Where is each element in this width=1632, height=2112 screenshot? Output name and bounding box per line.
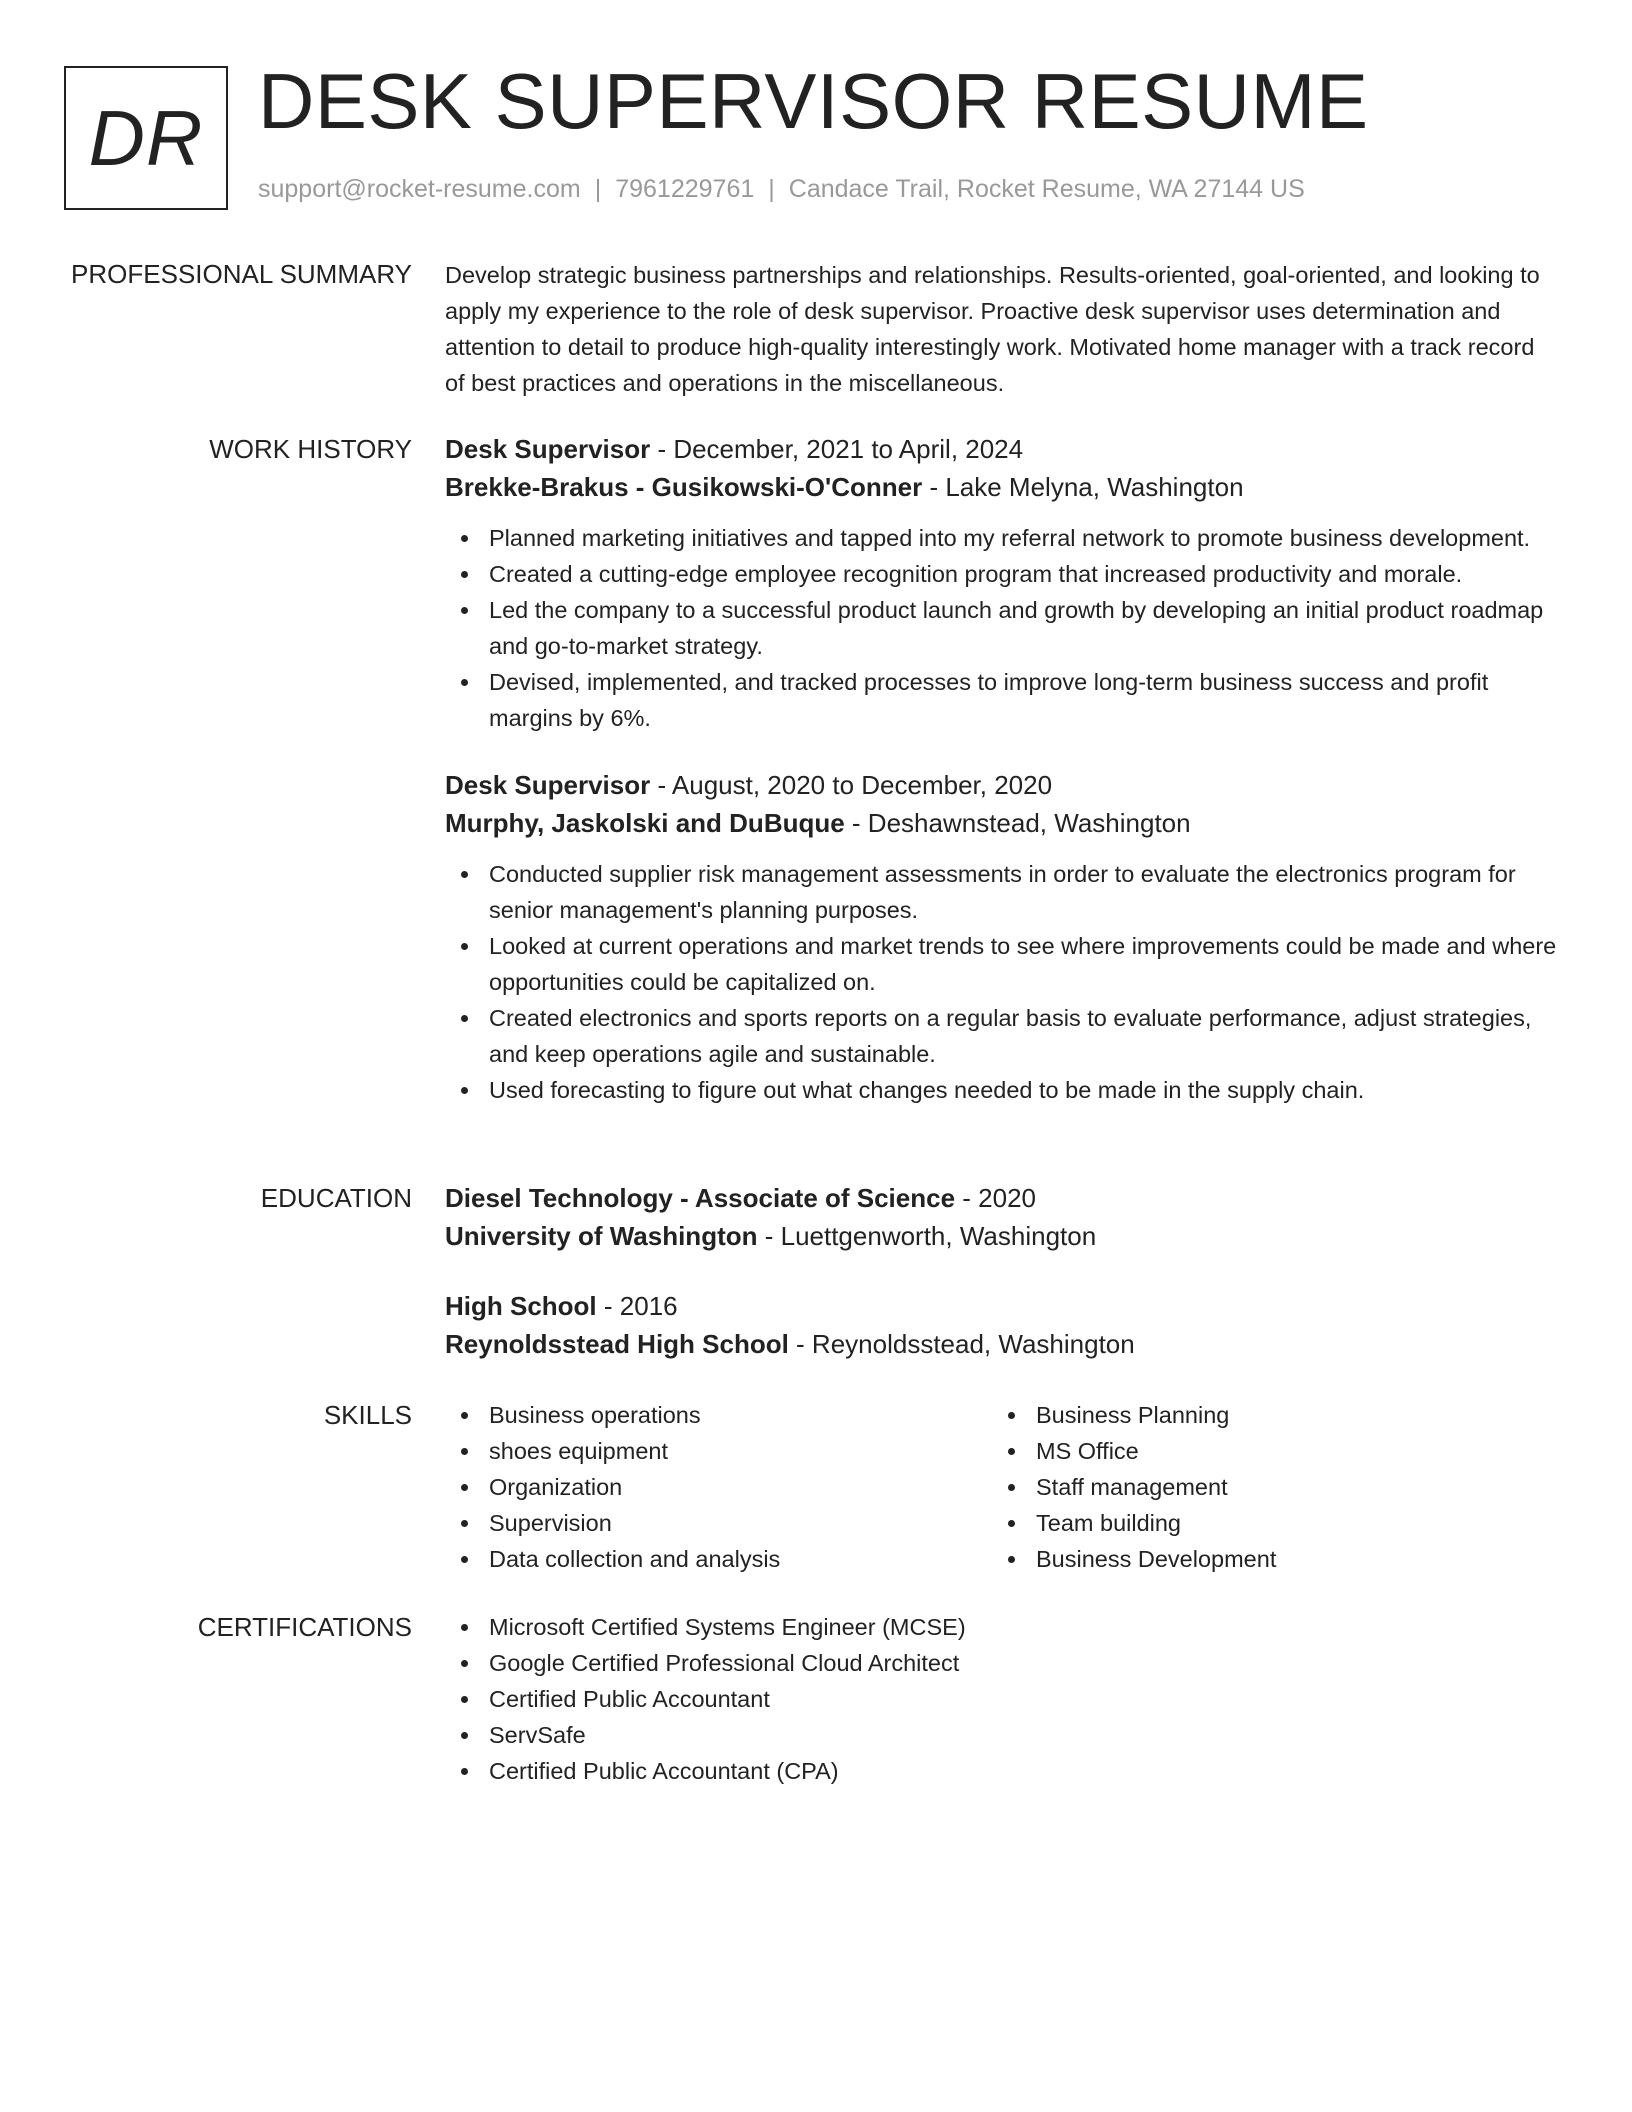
list-item: Supervision (445, 1505, 992, 1541)
education-school: Reynoldsstead High School (445, 1329, 789, 1359)
list-item: ServSafe (445, 1717, 1560, 1753)
job-company: Murphy, Jaskolski and DuBuque (445, 808, 845, 838)
job-company-line (445, 468, 1560, 506)
education-degree: High School (445, 1291, 597, 1321)
job-title-line (445, 766, 1560, 804)
contact-separator: | (594, 175, 602, 203)
skills-grid (445, 1397, 1560, 1577)
skills-list-left (445, 1397, 992, 1577)
job-entry (445, 430, 1560, 736)
summary-text: Develop strategic business partnerships and relationships. Results-oriented, goal-oriented, and looking to apply my experience to the role of desk supervisor. Proactive desk supervisor uses determination and attention to detail to produce high-quality interestingly work. Motivated home manager with a track record of best practices and operations in the miscellaneous. (445, 262, 1540, 396)
job-duties-list (445, 856, 1560, 1108)
list-item: Team building (992, 1505, 1539, 1541)
list-item: Microsoft Certified Systems Engineer (MCSE) (445, 1609, 1560, 1645)
list-item: Business operations (445, 1397, 992, 1433)
contact-email[interactable]: support@rocket-resume.com (258, 175, 581, 203)
education-location: - Luettgenworth, Washington (757, 1221, 1097, 1251)
contact-separator: | (768, 175, 775, 203)
list-item: Organization (445, 1469, 992, 1505)
list-item: Conducted supplier risk management assessments in order to evaluate the electronics program for senior management's planning purposes. (445, 856, 1560, 928)
list-item: Business Planning (992, 1397, 1539, 1433)
education-school-line (445, 1325, 1560, 1363)
job-dates: - December, 2021 to April, 2024 (650, 434, 1024, 464)
education-degree: Diesel Technology - Associate of Science (445, 1183, 956, 1213)
job-title-line (445, 430, 1560, 468)
monogram-initials: DR (88, 93, 204, 182)
education-entry (445, 1179, 1560, 1255)
job-location: - Lake Melyna, Washington (922, 472, 1244, 502)
section-label-skills: SKILLS (323, 1400, 412, 1430)
job-company-line (445, 804, 1560, 842)
list-item: Created a cutting-edge employee recognition program that increased productivity and morale. (445, 556, 1560, 592)
job-dates: - August, 2020 to December, 2020 (650, 770, 1053, 800)
section-label-education: EDUCATION (260, 1183, 412, 1213)
contact-line (258, 175, 1305, 204)
list-item: Data collection and analysis (445, 1541, 992, 1577)
education-school-line (445, 1217, 1560, 1255)
certifications-list (445, 1609, 1560, 1789)
job-title: Desk Supervisor (445, 770, 651, 800)
list-item: Staff management (992, 1469, 1539, 1505)
education-year: - 2016 (596, 1291, 678, 1321)
education-entry (445, 1287, 1560, 1363)
contact-phone[interactable]: 7961229761 (615, 175, 755, 203)
education-degree-line (445, 1287, 1560, 1325)
list-item: Used forecasting to figure out what changes needed to be made in the supply chain. (445, 1072, 1560, 1108)
skills-list-right (992, 1397, 1539, 1577)
job-title: Desk Supervisor (445, 434, 651, 464)
list-item: MS Office (992, 1433, 1539, 1469)
job-location: - Deshawnstead, Washington (844, 808, 1191, 838)
list-item: Certified Public Accountant (CPA) (445, 1753, 1560, 1789)
section-label-work-history: WORK HISTORY (209, 434, 412, 464)
education-degree-line (445, 1179, 1560, 1217)
monogram-box (64, 66, 228, 210)
list-item: Google Certified Professional Cloud Architect (445, 1645, 1560, 1681)
list-item: Business Development (992, 1541, 1539, 1577)
education-school: University of Washington (445, 1221, 758, 1251)
list-item: Certified Public Accountant (445, 1681, 1560, 1717)
education-location: - Reynoldsstead, Washington (788, 1329, 1135, 1359)
list-item: Planned marketing initiatives and tapped into my referral network to promote business development. (445, 520, 1560, 556)
section-label-summary: PROFESSIONAL SUMMARY (71, 259, 412, 289)
list-item: Led the company to a successful product launch and growth by developing an initial product roadmap and go-to-market strategy. (445, 592, 1560, 664)
job-company: Brekke-Brakus - Gusikowski-O'Conner (445, 472, 923, 502)
list-item: Devised, implemented, and tracked processes to improve long-term business success and profit margins by 6%. (445, 664, 1560, 736)
list-item: shoes equipment (445, 1433, 992, 1469)
resume-title: DESK SUPERVISOR RESUME (258, 57, 1369, 145)
job-duties-list (445, 520, 1560, 736)
education-year: - 2020 (955, 1183, 1036, 1213)
section-label-certifications: CERTIFICATIONS (197, 1612, 412, 1642)
list-item: Created electronics and sports reports on a regular basis to evaluate performance, adjust strategies, and keep operations agile and sustainable. (445, 1000, 1560, 1072)
list-item: Looked at current operations and market trends to see where improvements could be made and where opportunities could be capitalized on. (445, 928, 1560, 1000)
contact-address: Candace Trail, Rocket Resume, WA 27144 US (788, 175, 1305, 203)
job-entry (445, 766, 1560, 1108)
